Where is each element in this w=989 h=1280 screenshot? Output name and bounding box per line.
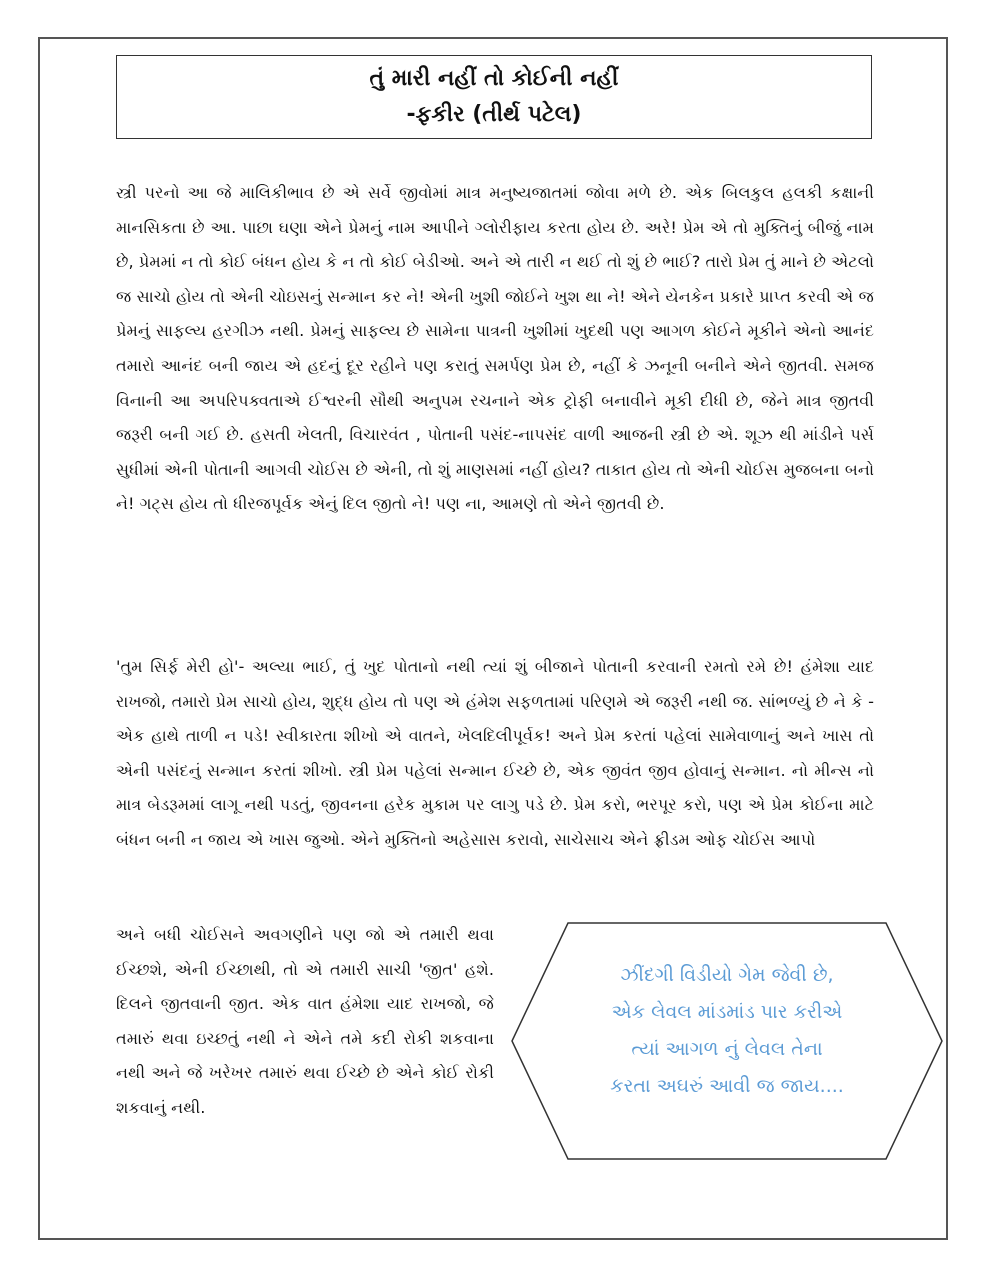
quote-line: એક લેવલ માંડમાંડ પાર કરીએ (611, 1001, 843, 1023)
paragraph-1: સ્ત્રી પરનો આ જે માલિકીભાવ છે એ સર્વે જીવોમાં માત્ર મનુષ્યજાતમાં જોવા મળે છે. એક બિલકુલ હલકી કક્ષાની માનસિકતા છે આ. પાછા ઘણા એને પ્રેમનું નામ આપીને ગ્લોરીફાય કરતા હોય છે. અરે! પ્રેમ એ તો મુક્તિનું બીજું નામ છે, પ્રેમમાં ન તો કોઈ બંધન હોય કે ન તો કોઈ બેડીઓ. અને એ તારી ન થઈ તો શું છે ભાઈ? તારો પ્રેમ તું માને છે એટલો જ સાચો હોય તો એની ચોઇસનું સન્માન કર ને! એની ખુશી જોઈને ખુશ થા ને! એને યેનકેન પ્રકારે પ્રાપ્ત કરવી એ જ પ્રેમનું સાફલ્ય હરગીઝ નથી. પ્રેમનું સાફલ્ય છે સામેના પાત્રની ખુશીમાં ખુદથી પણ આગળ કોઈને મૂકીને એનો આનંદ તમારો આનંદ બની જાય એ હદનું દૂર રહીને પણ કરાતું સમર્પણ પ્રેમ છે, નહીં કે ઝનૂની બનીને એને જીતવી. સમજ વિનાની આ અપરિપક્વતાએ ઈશ્વરની સૌથી અનુપમ રચનાને એક ટ્રોફી બનાવીને મૂકી દીધી છે, જેને માત્ર જીતવી જરૂરી બની ગઈ છે. હસતી ખેલતી, વિચારવંત , પોતાની પસંદ-નાપસંદ વાળી આજની સ્ત્રી છે એ. શૂઝ થી માંડીને પર્સ સુધીમાં એની પોતાની આગવી ચોઈસ છે એની, તો શું માણસમાં નહીં હોય? તાકાત હોય તો એની ચોઈસ મુજબના બનો ને! ગટ્સ હોય તો ધીરજપૂર્વક એનું દિલ જીતો ને! પણ ના, આમણે તો એને જીતવી છે. (116, 183, 874, 514)
quote-line: ત્યાં આગળ નું લેવલ તેના (631, 1038, 823, 1060)
quote-line: કરતા અઘરું આવી જ જાય.... (610, 1075, 844, 1097)
paragraph-3: અને બધી ચોઈસને અવગણીને પણ જો એ તમારી થવા ઈચ્છશે, એની ઈચ્છાથી, તો એ તમારી સાચી 'જીત' હશે. દિલને જીતવાની જીત. એક વાત હંમેશા યાદ રાખજો, જે તમારું થવા ઇચ્છતું નથી ને એને તમે કદી રોકી શકવાના નથી અને જે ખરેખર તમારું થવા ઈચ્છે છે એને કોઈ રોકી શકવાનું નથી. (116, 925, 494, 1117)
paragraph-2: 'તુમ સિર્ફ મેરી હો'- અલ્યા ભાઈ, તું ખુદ પોતાનો નથી ત્યાં શું બીજાને પોતાની કરવાની રમતો રમે છે! હંમેશા યાદ રાખજો, તમારો પ્રેમ સાચો હોય, શુદ્ધ હોય તો પણ એ હંમેશ સફળતામાં પરિણમે એ જરૂરી નથી જ. સાંભળ્યું છે ને કે - એક હાથે તાળી ન પડે! સ્વીકારતા શીખો એ વાતને, ખેલદિલીપૂર્વક! અને પ્રેમ કરતાં પહેલાં સામેવાળાનું અને ખાસ તો એની પસંદનું સન્માન કરતાં શીખો. સ્ત્રી પ્રેમ પહેલાં સન્માન ઈચ્છે છે, એક જીવંત જીવ હોવાનું સન્માન. નો મીન્સ નો માત્ર બેડરૂમમાં લાગૂ નથી પડતું, જીવનના હરેક મુકામ પર લાગુ પડે છે. પ્રેમ કરો, ભરપૂર કરો, પણ એ પ્રેમ કોઈના માટે બંધન બની ન જાય એ ખાસ જુઓ. એને મુક્તિનો અહેસાસ કરાવો, સાચેસાચ એને ફ્રીડમ ઓફ ચોઈસ આપો (116, 657, 874, 849)
pull-quote (560, 957, 894, 1105)
quote-line: ઝીંદગી વિડીયો ગેમ જેવી છે, (620, 964, 834, 986)
article-author: -ફકીર (તીર્થ પટેલ) (406, 102, 582, 127)
article-title: તું મારી નહીં તો કોઈની નહીં (369, 66, 619, 91)
title-box (116, 55, 872, 139)
